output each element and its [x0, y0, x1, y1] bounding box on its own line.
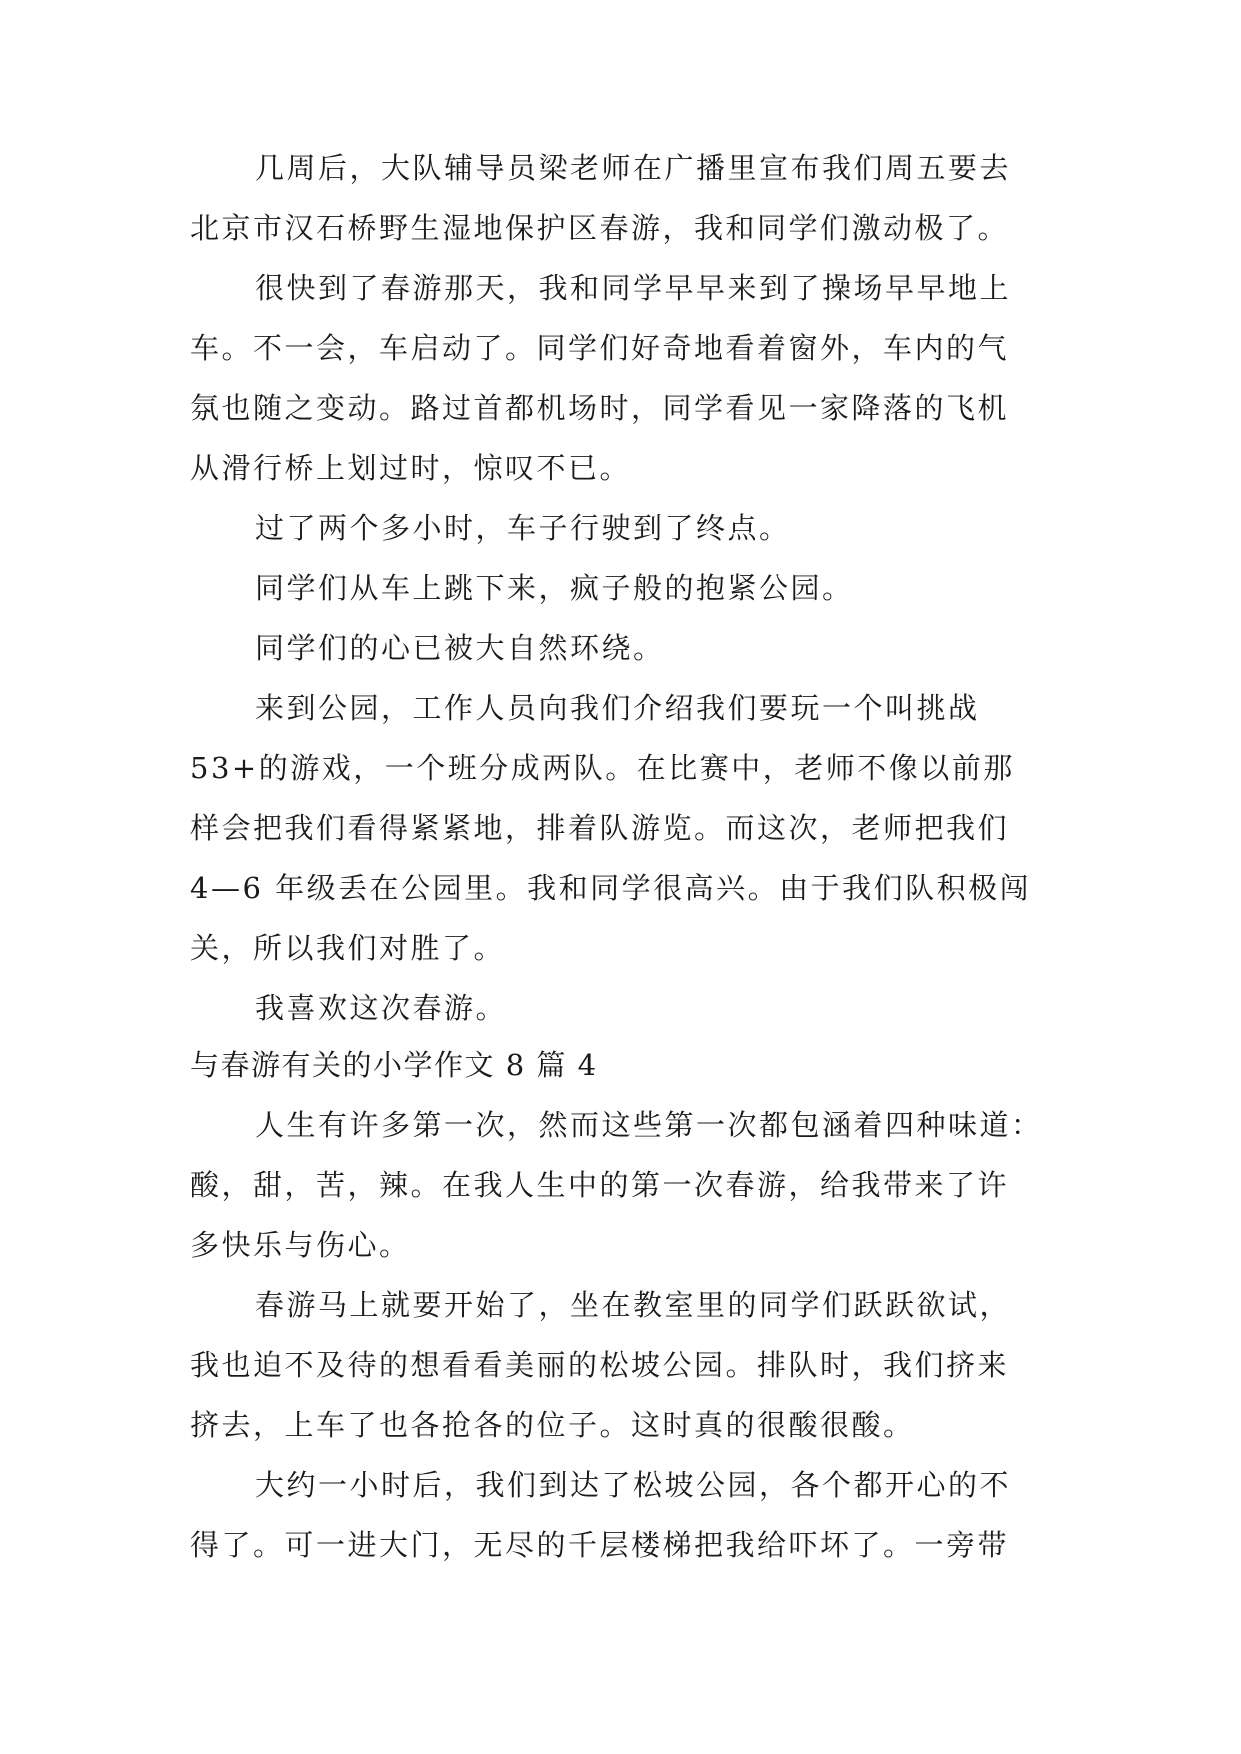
paragraph-8-line-1: 人生有许多第一次，然而这些第一次都包涵着四种味道： [255, 1108, 1043, 1142]
section-heading: 与春游有关的小学作文 8 篇 4 [190, 1048, 598, 1082]
paragraph-9-line-3: 挤去，上车了也各抢各的位子。这时真的很酸很酸。 [190, 1408, 915, 1442]
paragraph-10-line-1: 大约一小时后，我们到达了松坡公园，各个都开心的不 [255, 1468, 1012, 1502]
paragraph-9-line-2: 我也迫不及待的想看看美丽的松坡公园。排队时，我们挤来 [190, 1348, 1010, 1382]
paragraph-1-line-2: 北京市汉石桥野生湿地保护区春游，我和同学们激动极了。 [190, 211, 1010, 245]
paragraph-4-line-1: 同学们从车上跳下来，疯子般的抱紧公园。 [255, 571, 854, 605]
paragraph-2-line-4: 从滑行桥上划过时，惊叹不已。 [190, 451, 632, 485]
paragraph-2-line-2: 车。不一会，车启动了。同学们好奇地看着窗外，车内的气 [190, 331, 1010, 365]
paragraph-3-line-1: 过了两个多小时，车子行驶到了终点。 [255, 511, 791, 545]
paragraph-2-line-3: 氛也随之变动。路过首都机场时，同学看见一家降落的飞机 [190, 391, 1010, 425]
paragraph-6-line-2: 53+的游戏，一个班分成两队。在比赛中，老师不像以前那 [190, 751, 1015, 785]
paragraph-9-line-1: 春游马上就要开始了，坐在教室里的同学们跃跃欲试， [255, 1288, 1012, 1322]
paragraph-6-line-1: 来到公园，工作人员向我们介绍我们要玩一个叫挑战 [255, 691, 980, 725]
paragraph-6-line-3: 样会把我们看得紧紧地，排着队游览。而这次，老师把我们 [190, 811, 1010, 845]
paragraph-7-line-1: 我喜欢这次春游。 [255, 991, 508, 1025]
paragraph-6-line-4: 4—6 年级丢在公园里。我和同学很高兴。由于我们队积极闯 [190, 871, 1032, 905]
paragraph-2-line-1: 很快到了春游那天，我和同学早早来到了操场早早地上 [255, 271, 1012, 305]
paragraph-8-line-3: 多快乐与伤心。 [190, 1228, 411, 1262]
paragraph-5-line-1: 同学们的心已被大自然环绕。 [255, 631, 665, 665]
paragraph-8-line-2: 酸，甜，苦，辣。在我人生中的第一次春游，给我带来了许 [190, 1168, 1010, 1202]
paragraph-1-line-1: 几周后，大队辅导员梁老师在广播里宣布我们周五要去 [255, 151, 1012, 185]
paragraph-6-line-5: 关，所以我们对胜了。 [190, 931, 506, 965]
paragraph-10-line-2: 得了。可一进大门，无尽的千层楼梯把我给吓坏了。一旁带 [190, 1528, 1010, 1562]
